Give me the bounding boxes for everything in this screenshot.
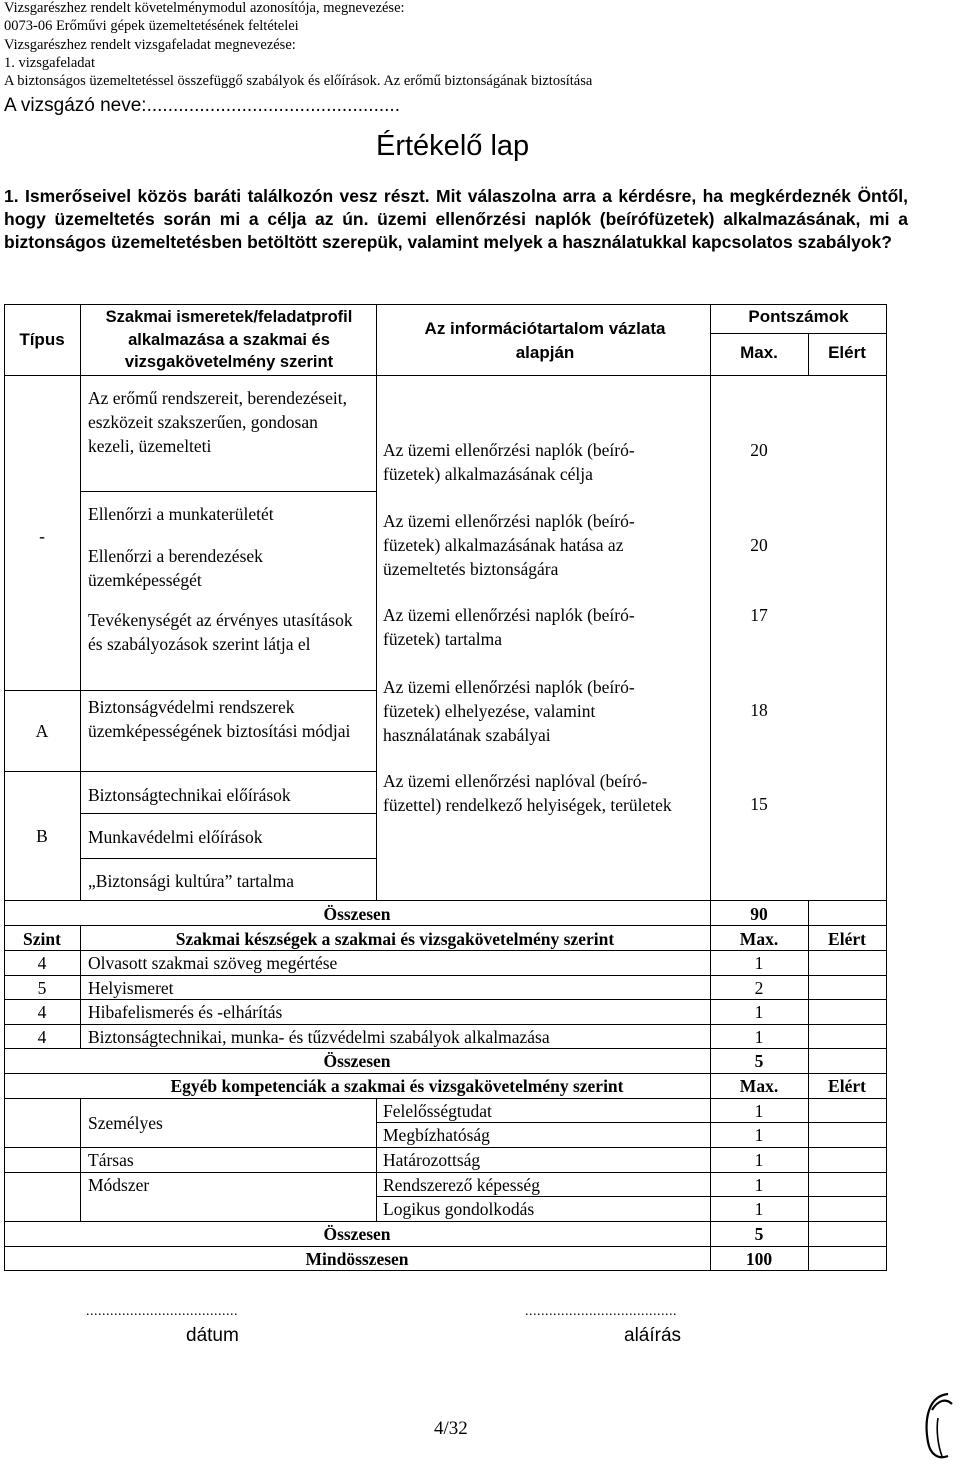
profile-item: Biztonságvédelmi rendszerek üzemképességének biztosítási módjai [88,697,351,741]
profile-item: „Biztonsági kultúra” tartalma [88,871,295,891]
skills-total: 5 [754,1051,764,1071]
signature-label: aláírás [624,1325,682,1346]
competency-name: Rendszerező képesség [383,1175,540,1195]
skill-max: 2 [754,978,764,998]
skills-total-label: Összesen [323,1051,391,1071]
outline-item: Az üzemi ellenőrzési naplók (beíró-füzetek) alkalmazásának célja [383,440,635,484]
outline-item: Az üzemi ellenőrzési naplók (beíró-füzetek) alkalmazásának hatása az üzemeltetés biztonságára [383,511,635,579]
competencies-total-label: Összesen [323,1224,391,1244]
category-social: Társas [88,1150,134,1170]
competency-max: 1 [754,1101,764,1121]
handwritten-mark [918,1390,958,1467]
skill-level: 4 [37,1027,47,1047]
skill-level: 5 [37,978,47,998]
profile-item: Az erőmű rendszereit, berendezéseit, eszközeit szakszerűen, gondosan kezeli, üzemelteti [88,388,347,456]
header-achieved: Elért [828,343,866,362]
competencies-header-achieved: Elért [828,1076,866,1096]
outline-max: 20 [750,440,768,460]
date-label: dátum [186,1325,239,1346]
competency-max: 1 [754,1199,764,1219]
skill-level: 4 [37,953,47,973]
skill-max: 1 [754,1027,764,1047]
skill-name: Olvasott szakmai szöveg megértése [88,953,338,973]
competency-max: 1 [754,1175,764,1195]
date-line: ...................................... [86,1304,238,1319]
competency-name: Határozottság [383,1150,481,1170]
module-name: 0073-06 Erőművi gépek üzemeltetésének feltételei [4,18,299,34]
page-number: 4/32 [434,1418,468,1439]
outline-item: Az üzemi ellenőrzési naplók (beíró-füzetek) tartalma [383,605,635,649]
exam-question: 1. Ismerőseivel közös baráti találkozón vesz részt. Mit válaszolna arra a kérdésre, ha megkérdeznék Öntől, hogy üzemeltetés során mi a célja az ún. üzemi ellenőrzési naplók (beírófüzetek) alkalmazásának, mi a biztonságos üzemeltetésben betöltött szerepük, valamint melyek a használatukkal kapcsolatos szabályok? [4,186,908,252]
profile-item: Biztonságtechnikai előírások [88,785,291,805]
type-dash: - [39,526,45,546]
competencies-total: 5 [754,1224,764,1244]
type-a: A [35,721,49,741]
module-label: Vizsgarészhez rendelt követelménymodul azonosítója, megnevezése: [4,0,405,16]
competency-max: 1 [754,1125,764,1145]
category-method: Módszer [88,1175,150,1195]
profile-item: Ellenőrzi a munkaterületét [88,504,274,524]
table1-total-label: Összesen [323,904,391,924]
grand-total: 100 [745,1249,773,1269]
header-type: Típus [19,330,65,349]
skills-header-title: Szakmai készségek a szakmai és vizsgakövetelmény szerint [175,929,615,949]
table1-total: 90 [750,904,768,924]
header-outline: Az információtartalom vázlata alapján [424,319,666,362]
grand-total-label: Mindösszesen [305,1249,409,1269]
page-title: Értékelő lap [376,130,530,162]
skills-header-level: Szint [23,929,61,949]
skill-max: 1 [754,1002,764,1022]
skills-header-achieved: Elért [828,929,866,949]
outline-max: 17 [750,605,768,625]
competency-name: Megbízhatóság [383,1125,490,1145]
header-max: Max. [740,343,778,362]
skill-name: Helyismeret [88,978,174,998]
competencies-header-max: Max. [739,1076,779,1096]
skill-max: 1 [754,953,764,973]
profile-item: Ellenőrzi a berendezések üzemképességét [88,546,263,590]
task-label: Vizsgarészhez rendelt vizsgafeladat megnevezése: [4,37,296,53]
competency-max: 1 [754,1150,764,1170]
outline-max: 20 [750,535,768,555]
outline-max: 18 [750,700,768,720]
signature-line: ...................................... [525,1304,677,1319]
task-number: 1. vizsgafeladat [4,55,95,71]
header-points: Pontszámok [748,307,849,326]
competency-name: Felelősségtudat [383,1101,492,1121]
skill-name: Hibafelismerés és -elhárítás [88,1002,283,1022]
profile-item: Tevékenységét az érvényes utasítások és szabályozások szerint látja el [88,610,353,654]
skill-level: 4 [37,1002,47,1022]
category-personal: Személyes [88,1113,163,1133]
profile-item: Munkavédelmi előírások [88,827,263,847]
candidate-name-line: A vizsgázó neve:................................................ [4,95,400,116]
competency-name: Logikus gondolkodás [383,1199,535,1219]
competencies-header-title: Egyéb kompetenciák a szakmai és vizsgakövetelmény szerint [170,1076,624,1096]
outline-item: Az üzemi ellenőrzési naplók (beíró-füzetek) elhelyezése, valamint használatának szabályai [383,677,635,745]
skill-name: Biztonságtechnikai, munka- és tűzvédelmi szabályok alkalmazása [88,1027,550,1047]
skills-header-max: Max. [739,929,779,949]
type-b: B [36,826,48,846]
header-profile: Szakmai ismeretek/feladatprofil alkalmazása a szakmai és vizsgakövetelmény szerint [105,308,353,371]
outline-item: Az üzemi ellenőrzési naplóval (beíró-füzettel) rendelkező helyiségek, területek [383,771,672,815]
task-name: A biztonságos üzemeltetéssel összefüggő szabályok és előírások. Az erőmű biztonságának biztosítása [4,73,593,89]
outline-max: 15 [750,794,768,814]
